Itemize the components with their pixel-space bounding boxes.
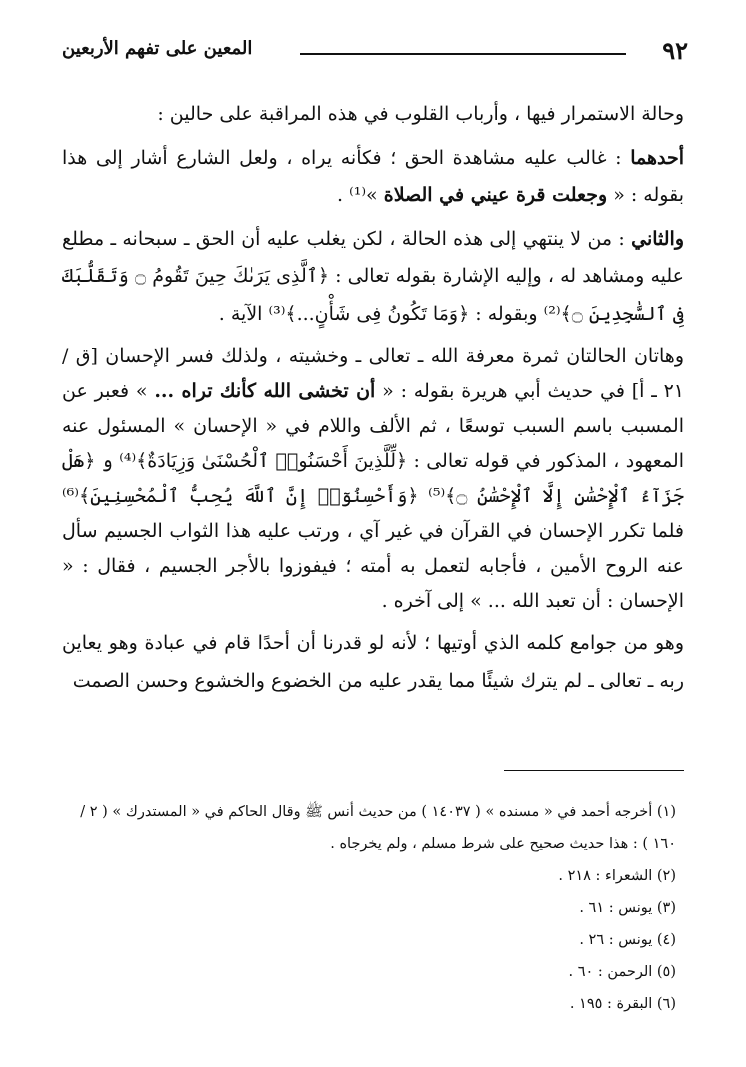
paragraph-tail: »⁽¹⁾ . bbox=[337, 184, 384, 206]
page-header bbox=[62, 36, 688, 66]
paragraph-lead: أحدهما bbox=[630, 146, 684, 169]
footnote-2: (٢) الشعراء : ٢١٨ . bbox=[558, 868, 676, 884]
footnote-6: (٦) البقرة : ١٩٥ . bbox=[569, 996, 676, 1012]
main-text bbox=[62, 96, 684, 700]
paragraph-text: : من لا ينتهي إلى هذه الحالة ، لكن يغلب عليه أن الحق ـ سبحانه ـ مطلع عليه ومشاهد له ، وإليه الإشارة بقوله تعالى : ﴿ٱلَّذِى يَرَىٰكَ حِينَ تَقُومُ ۝ وَتَقَلُّبَكَ فِى ٱلسَّٰجِدِينَ ۝﴾⁽²⁾ وبقوله : ﴿وَمَا تَكُونُ فِى شَأْنٍ...﴾⁽³⁾ الآية . bbox=[62, 227, 684, 325]
footnote-separator bbox=[504, 770, 684, 771]
footnotes bbox=[62, 796, 676, 1020]
footnote-4: (٤) يونس : ٢٦ . bbox=[579, 932, 676, 948]
paragraph-text: وهو من جوامع كلمه الذي أوتيها ؛ لأنه لو قدرنا أن أحدًا قام في عبادة وهو يعاين ربه ـ تعالى ـ لم يترك شيئًا مما يقدر عليه من الخضوع والخشوع وحسن الصمت bbox=[62, 632, 684, 692]
footnote-3: (٣) يونس : ٦١ . bbox=[579, 900, 676, 916]
paragraph-ihsan bbox=[62, 339, 684, 619]
paragraph-text: وحالة الاستمرار فيها ، وأرباب القلوب في هذه المراقبة على حالين : bbox=[157, 103, 684, 125]
running-title: المعين على تفهم الأربعين bbox=[62, 38, 253, 59]
paragraph-jawami bbox=[62, 625, 684, 700]
footnote-5: (٥) الرحمن : ٦٠ . bbox=[568, 964, 676, 980]
paragraph-second-state bbox=[62, 221, 684, 334]
paragraph-text: : غالب عليه مشاهدة الحق ؛ فكأنه يراه ، ولعل الشارع أشار إلى هذا بقوله : « bbox=[62, 146, 684, 206]
page-number: ٩٢ bbox=[662, 36, 688, 65]
paragraph-first-state bbox=[62, 140, 684, 215]
hadith-quote: وجعلت قرة عيني في الصلاة bbox=[383, 184, 608, 206]
paragraph-intro bbox=[62, 96, 684, 134]
footnote-1: (١) أخرجه أحمد في « مسنده » ( ١٤٠٣٧ ) من حديث أنس ﷺ وقال الحاكم في « المستدرك » ( ٢ / ١٦٠ ) : هذا حديث صحيح على شرط مسلم ، ولم يخرجاه . bbox=[80, 804, 676, 852]
header-rule bbox=[300, 53, 626, 55]
paragraph-tail: » فعبر عن المسبب باسم السبب توسعًا ، ثم الألف واللام في « الإحسان » المسئول عنه المعهود ، المذكور في قوله تعالى : ﴿لِّلَّذِينَ أَحْسَنُوا۟ ٱلْحُسْنَىٰ وَزِيَادَةٌ﴾⁽⁴⁾ و ﴿هَلْ جَزَآءُ ٱلْإِحْسَٰنِ إِلَّا ٱلْإِحْسَٰنُ ۝﴾⁽⁵⁾ ﴿وَأَحْسِنُوٓا۟ إِنَّ ٱللَّهَ يُحِبُّ ٱلْمُحْسِنِينَ﴾⁽⁶⁾ فلما تكرر الإحسان في القرآن في غير آي ، ورتب عليه هذا الثواب الجسيم سأل عنه الروح الأمين ، فأجابه لتعمل به أمته ؛ فيفوزوا بالأجر الجسيم ، فقال : « الإحسان : أن تعبد الله ... » إلى آخره . bbox=[62, 380, 684, 612]
paragraph-lead: والثاني bbox=[631, 227, 684, 250]
paragraph-text: وهاتان الحالتان ثمرة معرفة الله ـ تعالى ـ وخشيته ، ولذلك فسر الإحسان [ق / ٢١ ـ أ] في حديث أبي هريرة بقوله : « bbox=[62, 345, 684, 402]
hadith-quote: أن تخشى الله كأنك تراه ... bbox=[154, 380, 376, 402]
